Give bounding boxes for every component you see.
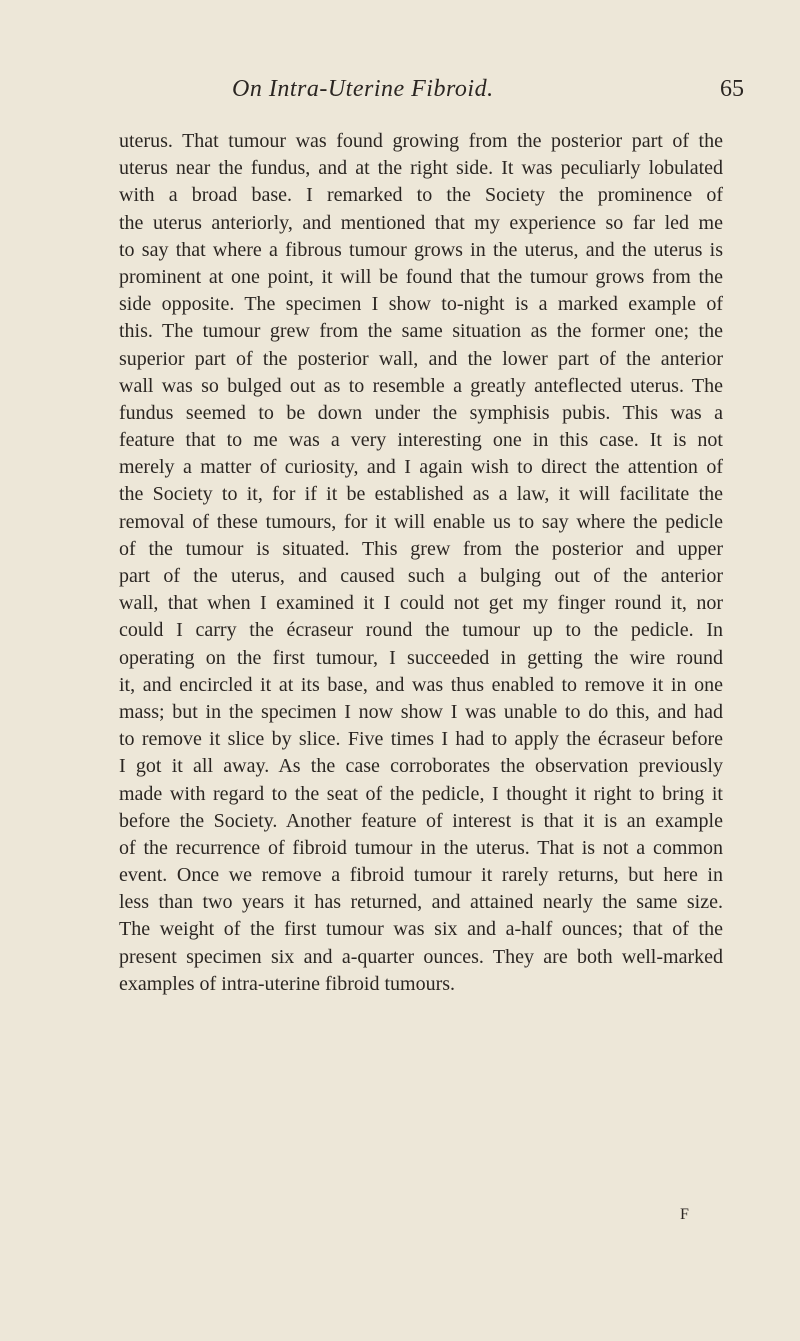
running-title: On Intra-Uterine Fibroid.	[232, 76, 494, 102]
text-line: merely a matter of curiosity, and I again wish to direct the attention of	[119, 456, 723, 479]
text-line: of the recurrence of fibroid tumour in the uterus. That is not a common	[119, 836, 723, 859]
text-line: event. Once we remove a fibroid tumour it rarely returns, but here in	[119, 864, 723, 887]
text-line: it, and encircled it at its base, and was thus enabled to remove it in one	[119, 673, 723, 696]
page-number: 65	[720, 76, 744, 102]
text-line: wall was so bulged out as to resemble a greatly anteflected uterus. The	[119, 374, 723, 397]
body-paragraph	[119, 128, 723, 998]
text-line: to say that where a fibrous tumour grows in the uterus, and the uterus is	[119, 238, 723, 261]
text-line: prominent at one point, it will be found that the tumour grows from the	[119, 265, 723, 288]
text-line: before the Society. Another feature of interest is that it is an example	[119, 809, 723, 832]
text-line: fundus seemed to be down under the symphisis pubis. This was a	[119, 401, 723, 424]
text-line: operating on the first tumour, I succeeded in getting the wire round	[119, 646, 723, 669]
text-line: the Society to it, for if it be established as a law, it will facilitate the	[119, 483, 723, 506]
text-line: present specimen six and a-quarter ounces. They are both well-marked	[119, 945, 723, 968]
signature-mark: F	[680, 1206, 689, 1223]
text-line: wall, that when I examined it I could not get my finger round it, nor	[119, 592, 723, 615]
text-line: part of the uterus, and caused such a bulging out of the anterior	[119, 565, 723, 587]
text-line: I got it all away. As the case corroborates the observation previously	[119, 755, 723, 778]
text-line: The weight of the first tumour was six and a-half ounces; that of the	[119, 918, 723, 941]
running-head	[0, 76, 800, 108]
text-line: this. The tumour grew from the same situation as the former one; the	[119, 320, 723, 343]
text-line: made with regard to the seat of the pedicle, I thought it right to bring it	[119, 782, 723, 805]
text-line: with a broad base. I remarked to the Society the prominence of	[119, 184, 723, 207]
text-line: the uterus anteriorly, and mentioned that my experience so far led me	[119, 211, 723, 234]
text-line: to remove it slice by slice. Five times I had to apply the écraseur before	[119, 728, 723, 751]
text-line: removal of these tumours, for it will enable us to say where the pedicle	[119, 510, 723, 533]
text-line: uterus near the fundus, and at the right side. It was peculiarly lobulated	[119, 157, 723, 180]
text-line: superior part of the posterior wall, and the lower part of the anterior	[119, 347, 723, 370]
text-line: side opposite. The specimen I show to-night is a marked example of	[119, 293, 723, 316]
text-line: mass; but in the specimen I now show I was unable to do this, and had	[119, 700, 723, 723]
text-line: could I carry the écraseur round the tumour up to the pedicle. In	[119, 619, 723, 642]
text-line: less than two years it has returned, and attained nearly the same size.	[119, 891, 723, 914]
text-line: uterus. That tumour was found growing from the posterior part of the	[119, 130, 723, 152]
text-line: feature that to me was a very interesting one in this case. It is not	[119, 429, 723, 452]
text-line: examples of intra-uterine fibroid tumours.	[119, 972, 456, 995]
text-line: of the tumour is situated. This grew from the posterior and upper	[119, 537, 723, 560]
